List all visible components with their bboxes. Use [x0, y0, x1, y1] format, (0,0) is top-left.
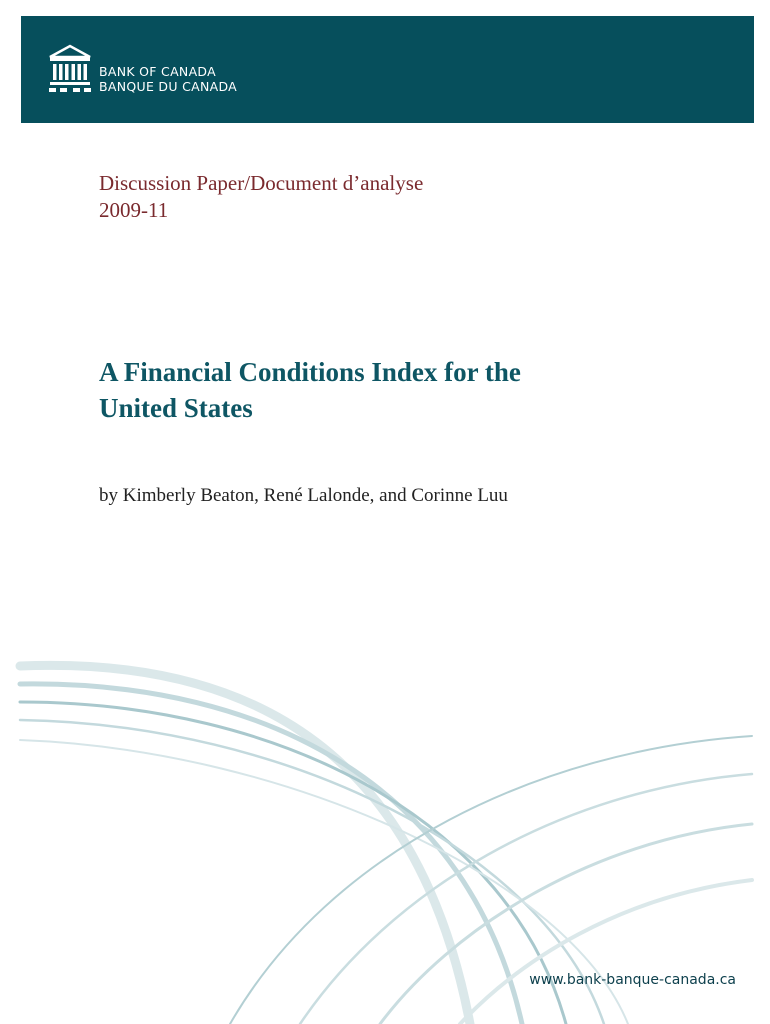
bank-name: [99, 64, 237, 94]
curved-lines-decoration: [0, 640, 770, 1024]
series-number: 2009-11: [99, 198, 169, 222]
bank-name-french: BANQUE DU CANADA: [99, 79, 238, 94]
paper-title: [99, 354, 521, 426]
series-label: Discussion Paper/Document d’analyse: [99, 171, 424, 195]
website-url: www.bank-banque-canada.ca: [529, 972, 736, 988]
series-block: [99, 170, 423, 224]
authors: by Kimberly Beaton, René Lalonde, and Corinne Luu: [99, 485, 508, 506]
paper-title-line-1: A Financial Conditions Index for the: [99, 357, 521, 387]
paper-title-line-2: United States: [99, 393, 253, 423]
bank-name-english: BANK OF CANADA: [99, 64, 216, 79]
bank-building-icon: [48, 43, 92, 93]
header-band: [21, 16, 754, 123]
